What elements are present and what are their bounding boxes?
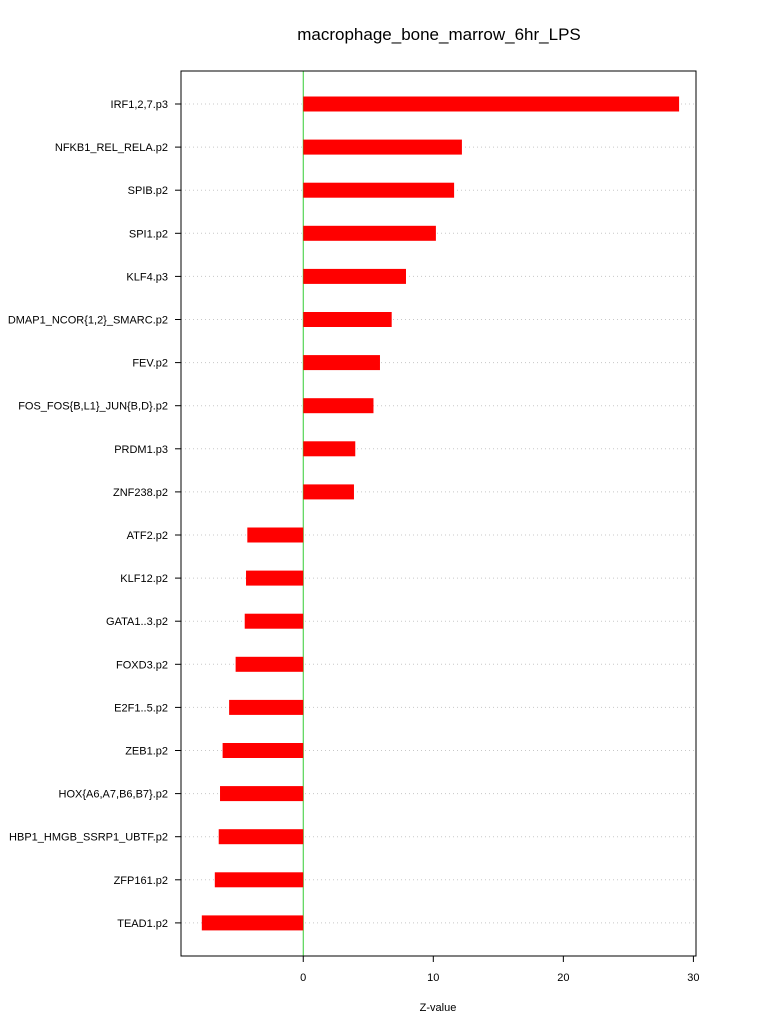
y-tick-label: PRDM1.p3 xyxy=(114,443,168,456)
bar-klf12-p2 xyxy=(246,571,303,586)
x-tick-label: 20 xyxy=(557,972,570,984)
y-tick-label: DMAP1_NCOR{1,2}_SMARC.p2 xyxy=(7,314,168,327)
bar-foxd3-p2 xyxy=(236,657,304,672)
x-tick-label: 30 xyxy=(687,972,700,984)
bar-prdm1-p3 xyxy=(303,441,355,456)
y-tick-label: ATF2.p2 xyxy=(126,530,168,542)
bar-gata1-3-p2 xyxy=(245,614,304,629)
bar-hbp1-hmgb-ssrp1-ubtf-p2 xyxy=(219,829,304,844)
bars xyxy=(202,97,679,931)
y-tick-label: SPI1.p2 xyxy=(128,228,168,241)
y-tick-labels xyxy=(8,99,181,930)
y-tick-label: SPIB.p2 xyxy=(127,185,168,198)
bar-spib-p2 xyxy=(303,183,454,198)
bar-spi1-p2 xyxy=(303,226,436,241)
x-axis-label: Z-value xyxy=(419,1002,457,1014)
bar-atf2-p2 xyxy=(247,528,303,543)
bar-hox-a6-a7-b6-b7-p2 xyxy=(220,786,303,801)
y-tick-label: ZNF238.p2 xyxy=(112,486,168,499)
bar-dmap1-ncor-1-2-smarc-p2 xyxy=(303,312,391,327)
y-tick-label: TEAD1.p2 xyxy=(117,917,168,930)
x-tick-label: 10 xyxy=(427,972,440,984)
bar-zeb1-p2 xyxy=(223,743,304,758)
y-tick-label: KLF12.p2 xyxy=(120,573,168,586)
bar-znf238-p2 xyxy=(303,484,354,499)
y-tick-label: ZFP161.p2 xyxy=(113,874,168,887)
bar-nfkb1-rel-rela-p2 xyxy=(303,140,462,155)
y-tick-label: FOXD3.p2 xyxy=(116,659,168,672)
bar-zfp161-p2 xyxy=(215,872,303,887)
bar-fev-p2 xyxy=(303,355,380,370)
bar-irf1-2-7-p3 xyxy=(303,97,679,112)
y-tick-label: HOX{A6,A7,B6,B7}.p2 xyxy=(58,788,168,801)
x-axis xyxy=(300,956,699,984)
chart-title: macrophage_bone_marrow_6hr_LPS xyxy=(297,25,581,44)
y-tick-label: IRF1,2,7.p3 xyxy=(110,99,168,111)
y-tick-label: GATA1..3.p2 xyxy=(106,616,168,629)
bar-fos-fos-b-l1-jun-b-d-p2 xyxy=(303,398,373,413)
plot-frame xyxy=(181,71,696,956)
bar-tead1-p2 xyxy=(202,915,303,930)
bar-e2f1-5-p2 xyxy=(229,700,303,715)
x-tick-label: 0 xyxy=(300,972,307,984)
y-tick-label: ZEB1.p2 xyxy=(125,745,168,758)
y-tick-label: FOS_FOS{B,L1}_JUN{B,D}.p2 xyxy=(18,400,168,413)
bar-klf4-p3 xyxy=(303,269,406,284)
y-tick-label: HBP1_HMGB_SSRP1_UBTF.p2 xyxy=(9,831,168,844)
y-tick-label: KLF4.p3 xyxy=(126,271,168,284)
y-tick-label: NFKB1_REL_RELA.p2 xyxy=(54,142,168,155)
y-tick-label: E2F1..5.p2 xyxy=(114,702,168,715)
y-tick-label: FEV.p2 xyxy=(132,357,168,370)
